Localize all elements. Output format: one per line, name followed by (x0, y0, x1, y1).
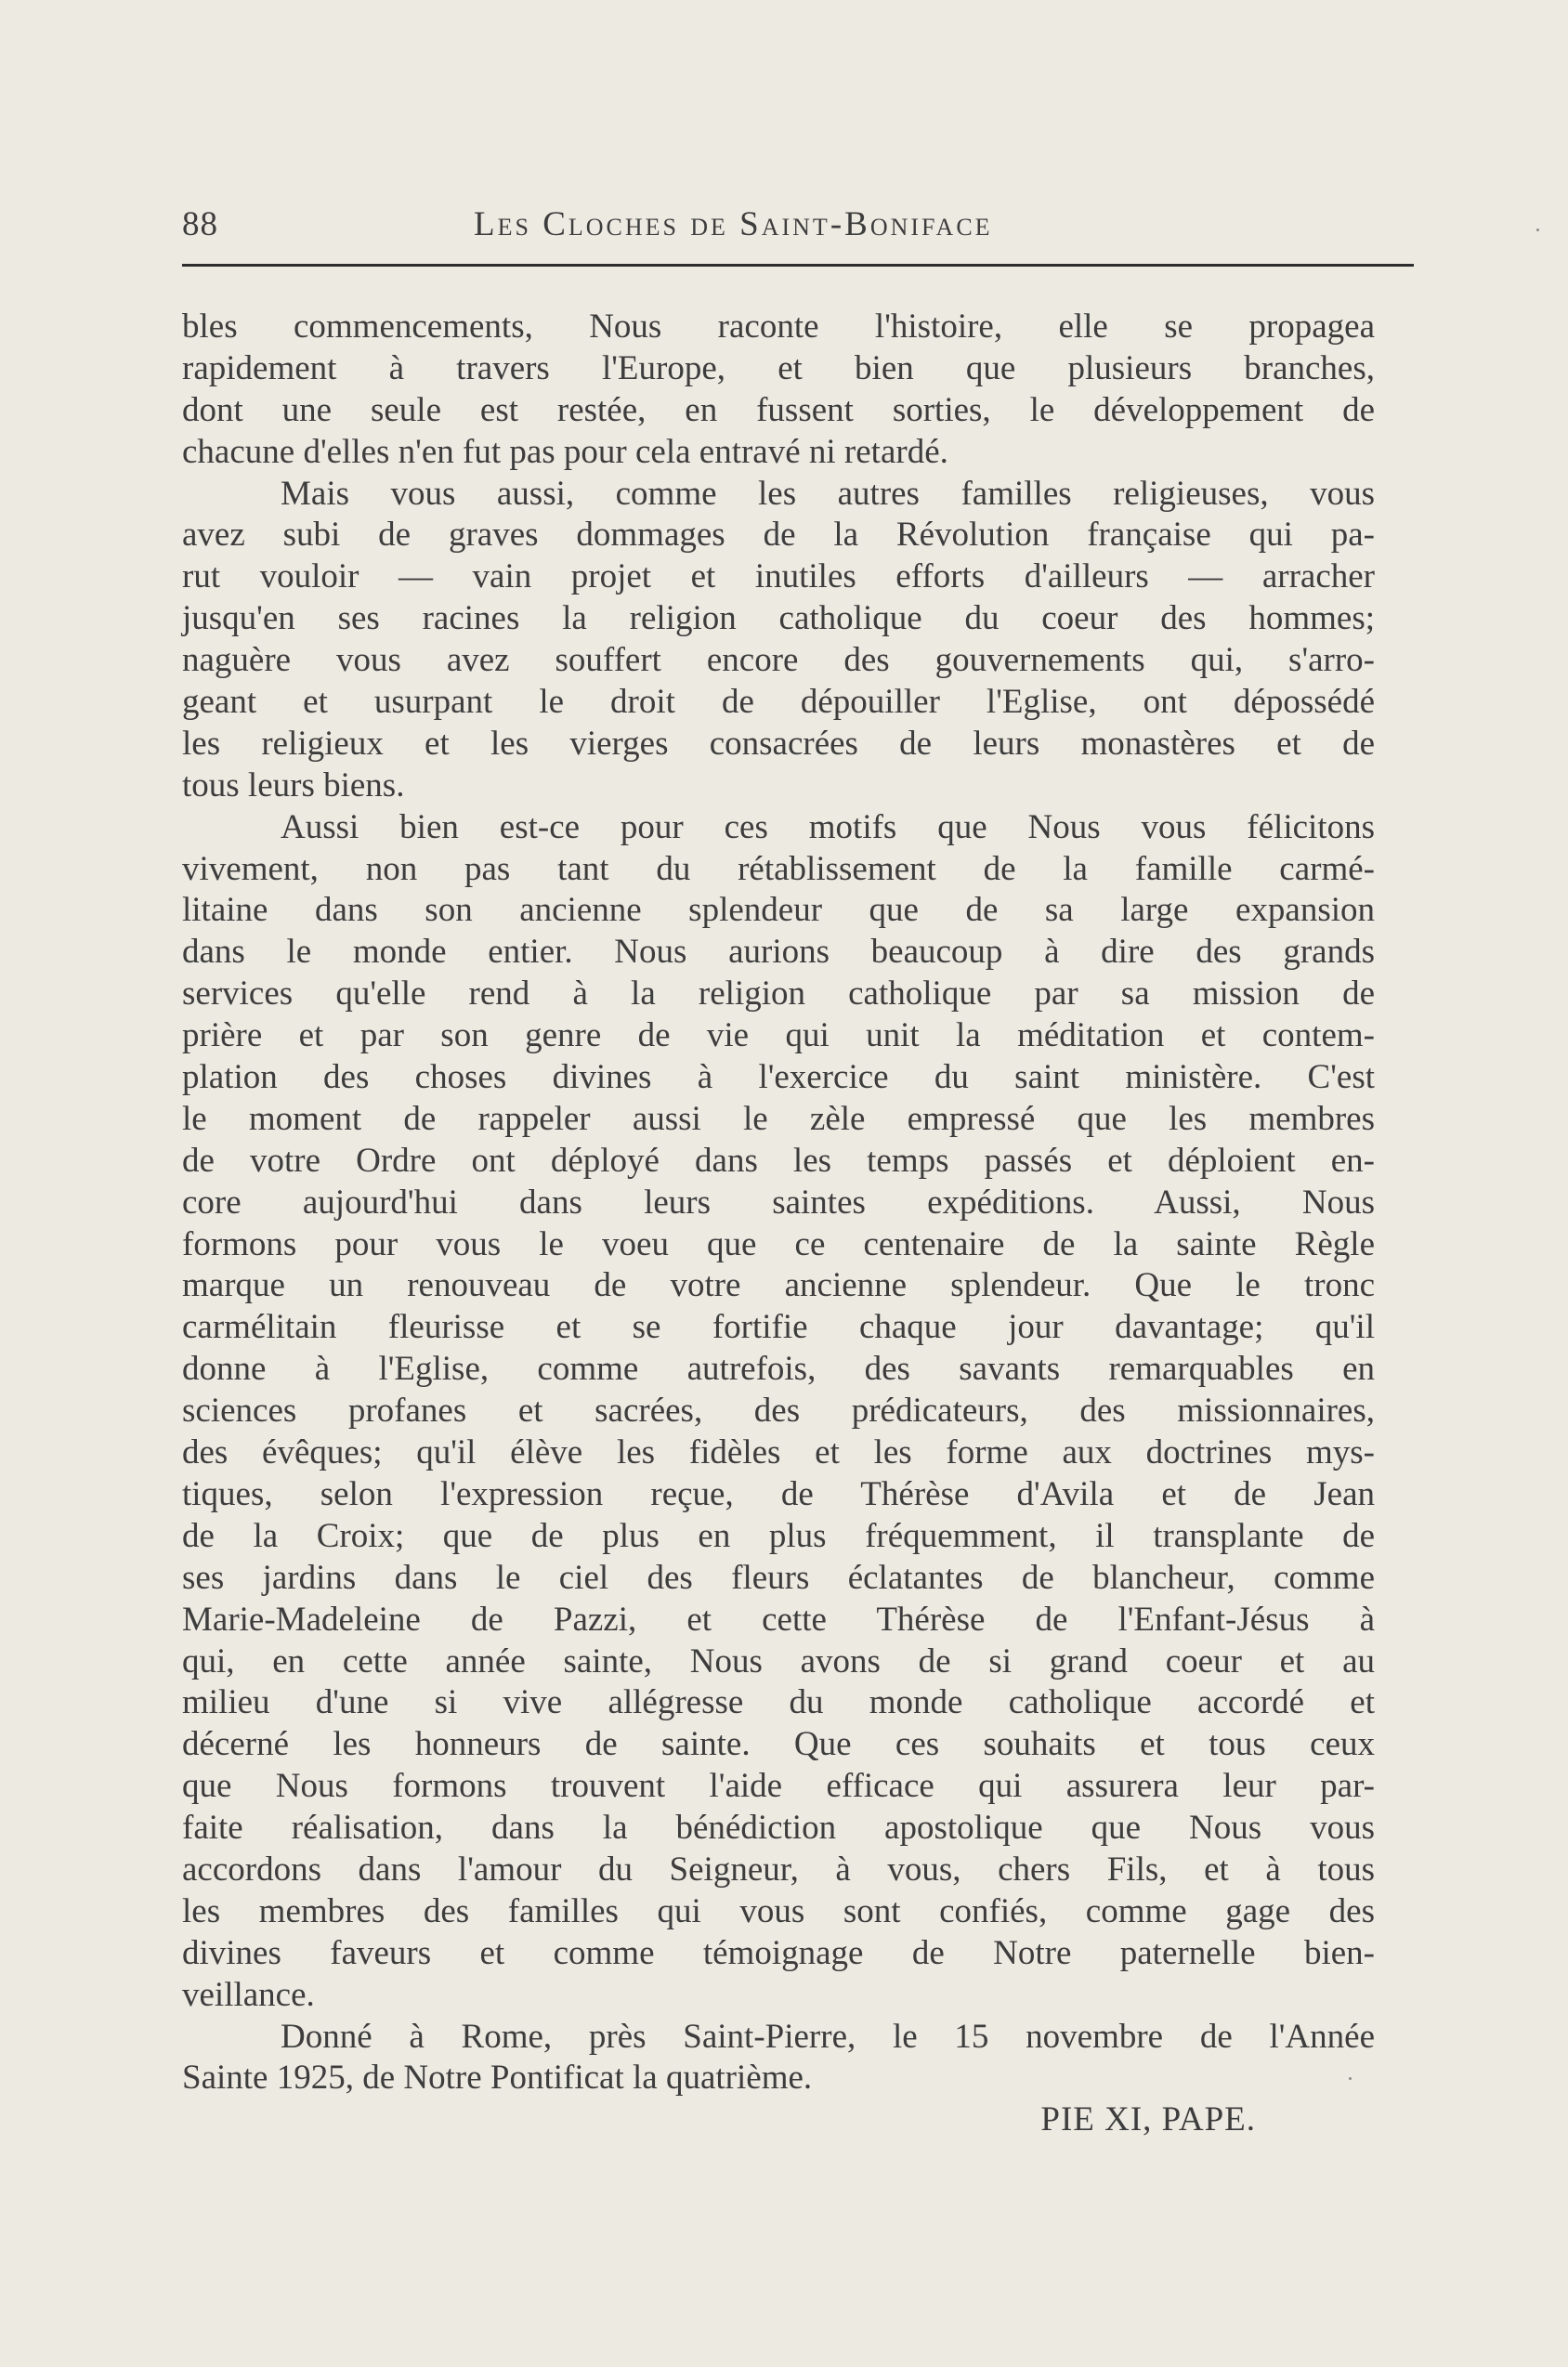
text-line: tiques, selon l'expression reçue, de Thérèse d'Avila et de Jean (182, 1474, 1375, 1513)
text-line: dans le monde entier. Nous aurions beaucoup à dire des grands (182, 933, 1375, 972)
text-line: que Nous formons trouvent l'aide efficace qui assurera leur par- (182, 1767, 1375, 1806)
text-line: geant et usurpant le droit de dépouiller l'Eglise, ont dépossédé (182, 683, 1375, 722)
text-line: les religieux et les vierges consacrées de leurs monastères et de (182, 724, 1375, 763)
text-line: rapidement à travers l'Europe, et bien que plusieurs branches, (182, 348, 1375, 387)
text-line: core aujourd'hui dans leurs saintes expéditions. Aussi, Nous (182, 1183, 1375, 1222)
text-line: tous leurs biens. (182, 765, 405, 804)
text-line: jusqu'en ses racines la religion catholique du coeur des hommes; (182, 599, 1375, 638)
text-line: vivement, non pas tant du rétablissement de la famille carmé- (182, 849, 1375, 888)
text-line: carmélitain fleurisse et se fortifie chaque jour davantage; qu'il (182, 1308, 1375, 1347)
text-line: de la Croix; que de plus en plus fréquemment, il transplante de (182, 1516, 1375, 1555)
text-line: Sainte 1925, de Notre Pontificat la quatrième. (182, 2059, 813, 2098)
signature: PIE XI, PAPE. (1040, 2100, 1256, 2139)
text-line: dont une seule est restée, en fussent sorties, le développement de (182, 390, 1375, 429)
text-line: naguère vous avez souffert encore des gouvernements qui, s'arro- (182, 641, 1375, 680)
text-line: Aussi bien est-ce pour ces motifs que Nous vous félicitons (281, 807, 1375, 846)
text-line: décerné les honneurs de sainte. Que ces souhaits et tous ceux (182, 1725, 1375, 1764)
header-rule (182, 264, 1414, 267)
text-line: milieu d'une si vive allégresse du monde catholique accordé et (182, 1683, 1375, 1722)
text-line: chacune d'elles n'en fut pas pour cela entravé ni retardé. (182, 432, 948, 471)
running-head (182, 197, 1414, 253)
text-line: bles commencements, Nous raconte l'histoire, elle se propagea (182, 307, 1375, 346)
text-line: formons pour vous le voeu que ce centenaire de la sainte Règle (182, 1224, 1375, 1263)
text-line: Donné à Rome, près Saint-Pierre, le 15 novembre de l'Année (281, 2017, 1375, 2056)
text-line: Marie-Madeleine de Pazzi, et cette Thérèse de l'Enfant-Jésus à (182, 1600, 1375, 1639)
text-line: divines faveurs et comme témoignage de Notre paternelle bien- (182, 1933, 1375, 1972)
text-line: de votre Ordre ont déployé dans les temps passés et déploient en- (182, 1141, 1375, 1180)
text-line: veillance. (182, 1975, 315, 2014)
running-title: Les Cloches de Saint-Boniface (474, 205, 993, 243)
paper-speck (1349, 2077, 1352, 2080)
text-line: qui, en cette année sainte, Nous avons de si grand coeur et au (182, 1641, 1375, 1680)
text-line: Mais vous aussi, comme les autres familles religieuses, vous (281, 474, 1375, 513)
text-line: sciences profanes et sacrées, des prédicateurs, des missionnaires, (182, 1392, 1375, 1431)
page-number: 88 (182, 205, 218, 243)
text-line: prière et par son genre de vie qui unit la méditation et contem- (182, 1016, 1375, 1055)
text-line: les membres des familles qui vous sont confiés, comme gage des (182, 1891, 1375, 1930)
text-line: faite réalisation, dans la bénédiction apostolique que Nous vous (182, 1809, 1375, 1848)
text-line: le moment de rappeler aussi le zèle empressé que les membres (182, 1099, 1375, 1138)
paper-speck (1536, 229, 1539, 231)
text-line: litaine dans son ancienne splendeur que de sa large expansion (182, 891, 1375, 930)
text-line: avez subi de graves dommages de la Révolution française qui pa- (182, 516, 1375, 555)
text-line: donne à l'Eglise, comme autrefois, des savants remarquables en (182, 1350, 1375, 1389)
text-line: des évêques; qu'il élève les fidèles et les forme aux doctrines mys- (182, 1433, 1375, 1472)
body-text (182, 307, 1375, 2141)
text-line: plation des choses divines à l'exercice du saint ministère. C'est (182, 1058, 1375, 1097)
text-line: rut vouloir — vain projet et inutiles efforts d'ailleurs — arracher (182, 557, 1375, 596)
text-line: marque un renouveau de votre ancienne splendeur. Que le tronc (182, 1266, 1375, 1305)
text-line: ses jardins dans le ciel des fleurs éclatantes de blancheur, comme (182, 1558, 1375, 1597)
text-line: services qu'elle rend à la religion catholique par sa mission de (182, 974, 1375, 1013)
text-line: accordons dans l'amour du Seigneur, à vous, chers Fils, et à tous (182, 1850, 1375, 1889)
